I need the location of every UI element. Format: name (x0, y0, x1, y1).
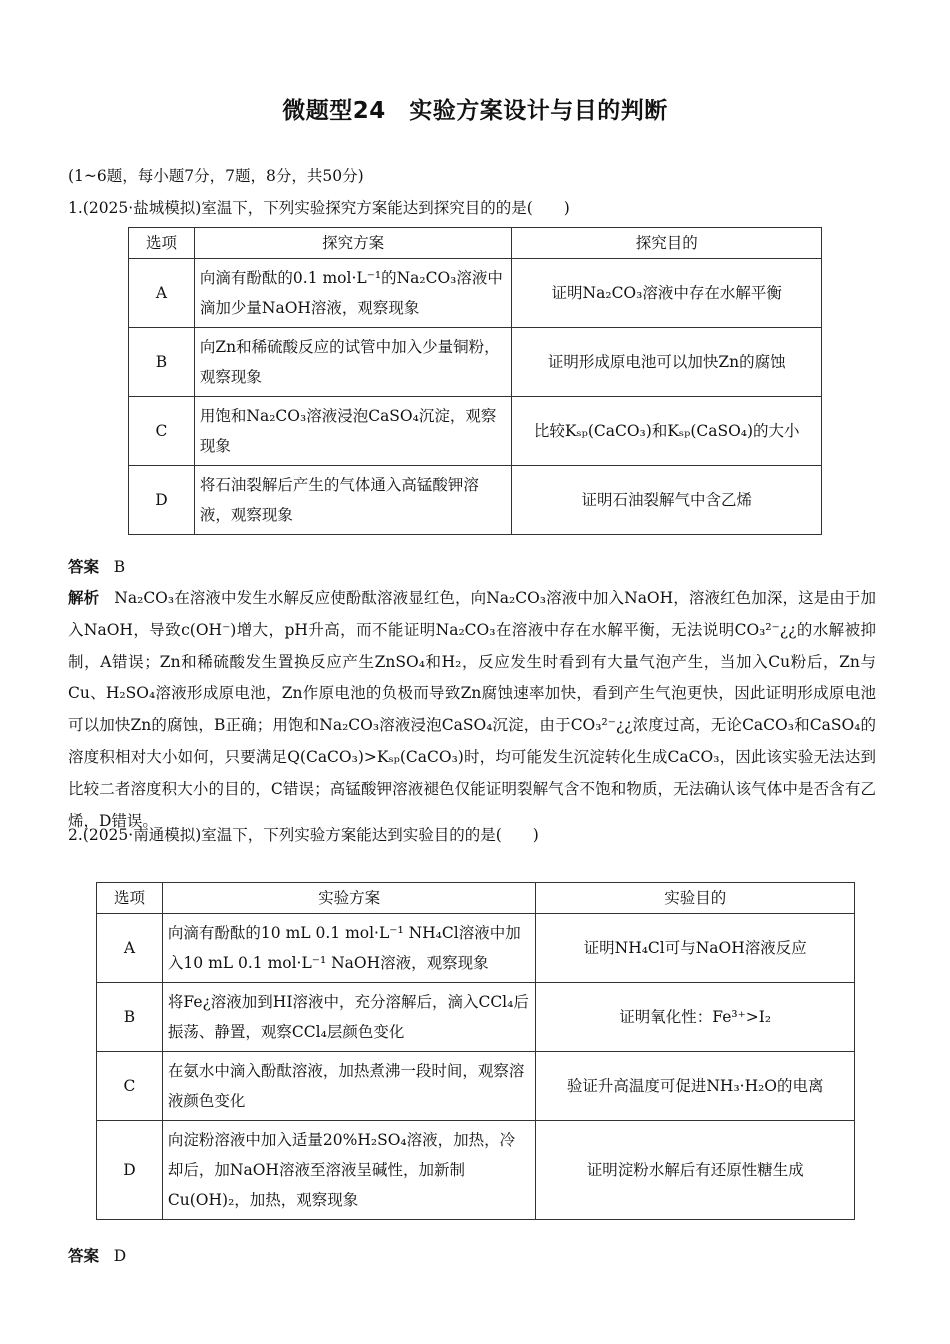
row-option: B (97, 983, 163, 1052)
row-option: B (129, 328, 195, 397)
row-goal: 验证升高温度可促进NH₃·H₂O的电离 (536, 1052, 855, 1121)
header-option: 选项 (97, 883, 163, 914)
row-goal: 比较Kₛₚ(CaCO₃)和Kₛₚ(CaSO₄)的大小 (512, 397, 822, 466)
row-goal: 证明NH₄Cl可与NaOH溶液反应 (536, 914, 855, 983)
header-goal: 探究目的 (512, 228, 822, 259)
q2-answer (68, 1246, 126, 1266)
q2-stem: 2.(2025·南通模拟)室温下，下列实验方案能达到实验目的的是( ) (68, 826, 539, 844)
q2-table (96, 882, 855, 1220)
score-intro: (1~6题，每小题7分，7题，8分，共50分) (68, 167, 364, 185)
row-plan: 向滴有酚酞的10 mL 0.1 mol·L⁻¹ NH₄Cl溶液中加入10 mL 0.1 mol·L⁻¹ NaOH溶液，观察现象 (162, 914, 535, 983)
answer-value: B (113, 558, 126, 576)
row-option: C (129, 397, 195, 466)
row-option: D (97, 1121, 163, 1220)
row-goal: 证明氧化性：Fe³⁺>I₂ (536, 983, 855, 1052)
page-title: 微题型24 实验方案设计与目的判断 (282, 98, 668, 124)
table-row (129, 328, 822, 397)
table-row (129, 397, 822, 466)
answer-value: D (113, 1247, 127, 1265)
row-option: A (97, 914, 163, 983)
table-row (97, 914, 855, 983)
table-row (129, 466, 822, 535)
answer-label: 答案 (68, 1247, 100, 1265)
row-plan: 将Fe¿溶液加到HI溶液中，充分溶解后，滴入CCl₄后振荡、静置，观察CCl₄层颜色变化 (162, 983, 535, 1052)
row-plan: 向Zn和稀硫酸反应的试管中加入少量铜粉，观察现象 (194, 328, 512, 397)
header-plan: 探究方案 (194, 228, 512, 259)
analysis-label: 解析 (68, 589, 100, 607)
q1-table (128, 227, 822, 535)
header-option: 选项 (129, 228, 195, 259)
row-option: C (97, 1052, 163, 1121)
row-goal: 证明形成原电池可以加快Zn的腐蚀 (512, 328, 822, 397)
row-plan: 在氨水中滴入酚酞溶液，加热煮沸一段时间，观察溶液颜色变化 (162, 1052, 535, 1121)
table-header-row (97, 883, 855, 914)
answer-label: 答案 (68, 558, 100, 576)
q1-stem: 1.(2025·盐城模拟)室温下，下列实验探究方案能达到探究目的的是( ) (68, 199, 570, 217)
header-goal: 实验目的 (536, 883, 855, 914)
row-goal: 证明石油裂解气中含乙烯 (512, 466, 822, 535)
q1-answer (68, 557, 125, 577)
row-plan: 将石油裂解后产生的气体通入高锰酸钾溶液，观察现象 (194, 466, 512, 535)
table-row (97, 1052, 855, 1121)
row-goal: 证明Na₂CO₃溶液中存在水解平衡 (512, 259, 822, 328)
row-option: A (129, 259, 195, 328)
row-plan: 向淀粉溶液中加入适量20%H₂SO₄溶液，加热，冷却后，加NaOH溶液至溶液呈碱性，加新制Cu(OH)₂，加热，观察现象 (162, 1121, 535, 1220)
row-plan: 用饱和Na₂CO₃溶液浸泡CaSO₄沉淀，观察现象 (194, 397, 512, 466)
row-goal: 证明淀粉水解后有还原性糖生成 (536, 1121, 855, 1220)
table-row (97, 983, 855, 1052)
header-plan: 实验方案 (162, 883, 535, 914)
table-header-row (129, 228, 822, 259)
row-plan: 向滴有酚酞的0.1 mol·L⁻¹的Na₂CO₃溶液中滴加少量NaOH溶液，观察现象 (194, 259, 512, 328)
q1-analysis (68, 583, 876, 837)
table-row (97, 1121, 855, 1220)
table-row (129, 259, 822, 328)
row-option: D (129, 466, 195, 535)
analysis-text: Na₂CO₃在溶液中发生水解反应使酚酞溶液显红色，向Na₂CO₃溶液中加入NaOH，溶液红色加深，这是由于加入NaOH，导致c(OH⁻)增大，pH升高，而不能证明Na₂CO₃在溶液中存在水解平衡，无法说明CO₃²⁻¿¿的水解被抑制，A错误；Zn和稀硫酸发生置换反应产生ZnSO₄和H₂，反应发生时看到有大量气泡产生，当加入Cu粉后，Zn与Cu、H₂SO₄溶液形成原电池，Zn作原电池的负极而导致Zn腐蚀速率加快，看到产生气泡更快，因此证明形成原电池可以加快Zn的腐蚀，B正确；用饱和Na₂CO₃溶液浸泡CaSO₄沉淀，由于CO₃²⁻¿¿浓度过高，无论CaCO₃和CaSO₄的溶度积相对大小如何，只要满足Q(CaCO₃)>Kₛₚ(CaCO₃)时，均可能发生沉淀转化生成CaCO₃，因此该实验无法达到比较二者溶度积大小的目的，C错误；高锰酸钾溶液褪色仅能证明裂解气含不饱和物质，无法确认该气体中是否含有乙烯，D错误。 (68, 589, 876, 830)
